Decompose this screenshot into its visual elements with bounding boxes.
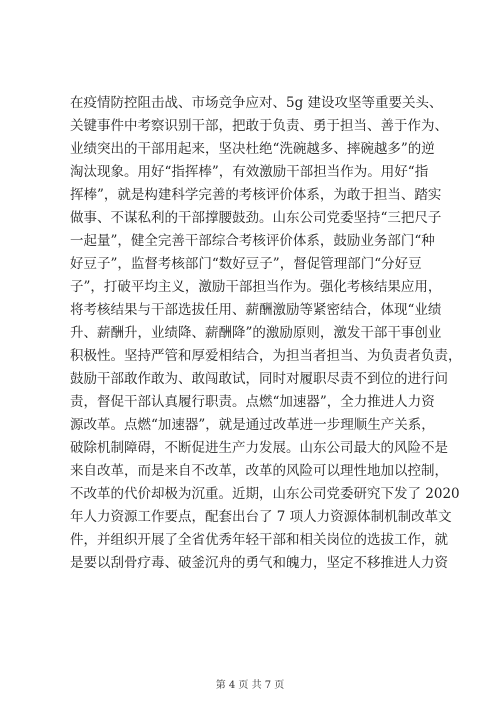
text-line: 源改革。点燃“加速器”，就是通过改革进一步理顺生产关系， xyxy=(70,417,435,433)
text-line: 业绩突出的干部用起来，坚决杜绝“洗碗越多、摔碗越多”的逆 xyxy=(70,141,435,157)
text-line: 关键事件中考察识别干部，把敢于负责、勇于担当、善于作为、 xyxy=(70,118,448,134)
text-line: 子”，打破平均主义，激励干部担当作为。强化考核结果应用， xyxy=(70,279,442,295)
text-line: 是要以刮骨疗毒、破釜沉舟的勇气和魄力，坚定不移推进人力资 xyxy=(70,555,448,571)
text-line: 升、薪酬升，业绩降、薪酬降”的激励原则，激发干部干事创业 xyxy=(70,325,442,341)
text-line: 年人力资源工作要点，配套出台了 7 项人力资源体制机制改革文 xyxy=(70,509,452,525)
page-number: 第 4 页 共 7 页 xyxy=(215,680,285,691)
text-line: 淘汰现象。用好“指挥棒”，有效激励干部担当作为。用好“指 xyxy=(70,164,429,180)
text-line: 一起量”，健全完善干部综合考核评价体系，鼓励业务部门“种 xyxy=(70,233,435,249)
body-paragraph xyxy=(70,92,462,575)
text-line: 来自改革，而是来自不改革，改革的风险可以理性地加以控制， xyxy=(70,463,448,479)
text-line: 在疫情防控阻击战、市场竞争应对、5g 建设攻坚等重要关头、 xyxy=(70,95,443,111)
text-line: 做事、不谋私利的干部撑腰鼓劲。山东公司党委坚持“三把尺子 xyxy=(70,210,442,226)
text-line: 积极性。坚持严管和厚爱相结合，为担当者担当、为负责者负责， xyxy=(70,348,462,364)
text-line: 责，督促干部认真履行职责。点燃“加速器”，全力推进人力资 xyxy=(70,394,435,410)
text-line: 破除机制障碍，不断促进生产力发展。山东公司最大的风险不是 xyxy=(70,440,448,456)
text-line: 挥棒”，就是构建科学完善的考核评价体系，为敢于担当、踏实 xyxy=(70,187,442,203)
text-line: 鼓励干部敢作敢为、敢闯敢试，同时对履职尽责不到位的进行问 xyxy=(70,371,448,387)
text-line: 将考核结果与干部选拔任用、薪酬激励等紧密结合，体现“业绩 xyxy=(70,302,442,318)
text-line: 好豆子”，监督考核部门“数好豆子”，督促管理部门“分好豆 xyxy=(70,256,422,272)
text-line: 件，并组织开展了全省优秀年轻干部和相关岗位的选拔工作，就 xyxy=(70,532,448,548)
text-line: 不改革的代价却极为沉重。近期，山东公司党委研究下发了 2020 xyxy=(70,486,460,502)
